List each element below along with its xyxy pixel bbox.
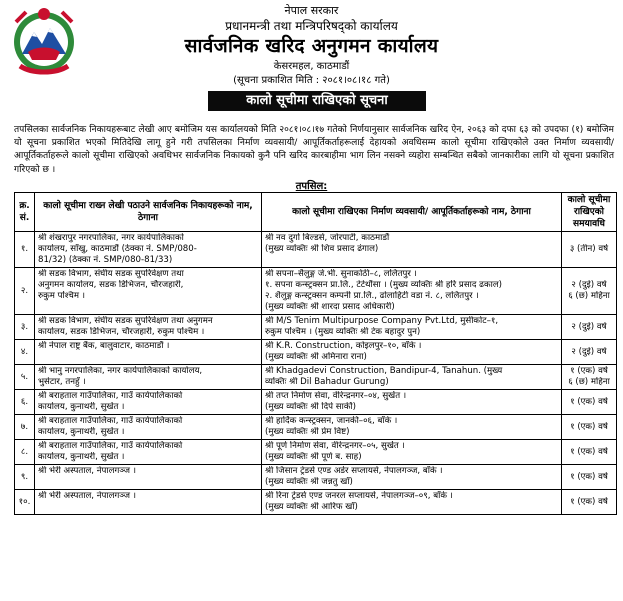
row-serial-number: ३. — [15, 315, 35, 340]
table-row — [15, 315, 617, 340]
requester-line: श्री भेरी अस्पताल, नेपालगञ्ज । — [38, 491, 136, 501]
contractor-cell — [262, 365, 562, 390]
contractor-line: श्री नव दुर्गा बिल्डर्स, जोरपाटी, काठमाडौं — [265, 233, 390, 243]
table-header-row — [15, 193, 617, 232]
contractor-line: (मुख्य व्यक्तिः श्री प्रेम विष्ट) — [265, 427, 350, 437]
contractor-cell — [262, 315, 562, 340]
requester-cell — [35, 268, 262, 315]
requester-line: श्री सडक विभाग, संघीय सडक सुपरिवेक्षण तथा — [38, 269, 184, 279]
contractor-line: श्री जिसान ट्रेडर्स एण्ड अर्डर सप्लायर्स, नेपालगञ्ज, बाँके । — [265, 466, 443, 476]
requester-line: श्री बराहताल गाउँपालिका, गाउँ कार्यपालिकाको — [38, 441, 183, 451]
contractor-line: १. सपना कन्स्ट्रक्सन प्रा.लि., टेटेथौंसा । (मुख्य व्यक्तिः श्री हरि प्रसाद ढकाल) — [265, 280, 502, 290]
period-line: १ (एक) वर्ष — [570, 421, 608, 432]
period-cell — [562, 315, 617, 340]
row-serial-number: ६. — [15, 390, 35, 415]
requester-line: श्री भानु नगरपालिका, नगर कार्यपालिकाको कार्यालय, — [38, 366, 203, 376]
contractor-line: श्री तप्त निर्माण सेवा, वीरेन्द्रनगर–०४, सुर्खेत । — [265, 391, 407, 401]
row-serial-number: १०. — [15, 490, 35, 515]
period-cell — [562, 440, 617, 465]
row-serial-number: ५. — [15, 365, 35, 390]
requester-line: श्री सडक विभाग, संघीय सडक सुपरिवेक्षण तथा अनुगमन — [38, 316, 213, 326]
period-cell — [562, 465, 617, 490]
requester-line: कार्यालय, सडक डिभिजन, चौरजहारी, रुकुम पश्चिम । — [38, 327, 205, 337]
requester-line: श्री नेपाल राष्ट्र बैंक, बालुवाटार, काठमाडौं । — [38, 341, 170, 351]
parent-office: प्रधानमन्त्री तथा मन्त्रिपरिषद्को कार्यालय — [225, 19, 398, 33]
period-cell — [562, 365, 617, 390]
period-line: १ (एक) वर्ष — [570, 471, 608, 482]
table-row — [15, 440, 617, 465]
table-row — [15, 232, 617, 268]
requester-line: भुसेटार, तनहुँ । — [38, 377, 86, 387]
header-contractor: कालो सूचीमा राखिएका निर्माण व्यवसायी/ आपूर्तिकर्ताहरूको नाम, ठेगाना — [262, 193, 562, 232]
contractor-line: (मुख्य व्यक्तिः श्री दिपे सार्की) — [265, 402, 357, 412]
requester-line: कार्यालय, कुनाथरी, सुर्खेत । — [38, 427, 125, 437]
header-sn: क्र. सं. — [15, 193, 35, 232]
requester-line: कार्यालय, साँखु, काठमाडौं (ठेक्का नं. SMP/080- — [38, 244, 197, 254]
period-line: २ (दुई) वर्ष — [571, 346, 607, 357]
table-body — [15, 232, 617, 515]
row-serial-number: ७. — [15, 415, 35, 440]
table-row — [15, 365, 617, 390]
contractor-line: श्री K.R. Construction, कोइलपुर–१०, बाँके । — [265, 341, 422, 351]
table-row — [15, 340, 617, 365]
period-line: १ (एक) वर्ष — [570, 396, 608, 407]
contractor-line: (मुख्य व्यक्तिः श्री शारदा प्रसाद अधिकारी) — [265, 302, 395, 312]
contractor-line: व्यक्तिः श्री Dil Bahadur Gurung) — [265, 377, 389, 387]
requester-cell — [35, 440, 262, 465]
requester-line: 81/32) (ठेक्का नं. SMP/080-81/33) — [38, 255, 173, 265]
table-row — [15, 465, 617, 490]
header-requester: कालो सूचीमा राख्न लेखी पठाउने सार्वजनिक निकायहरूको नाम, ठेगाना — [35, 193, 262, 232]
contractor-line: रुकुम पश्चिम । (मुख्य व्यक्तिः श्री टेक बहादुर पुन) — [265, 327, 421, 337]
row-serial-number: ९. — [15, 465, 35, 490]
contractor-cell — [262, 340, 562, 365]
requester-line: श्री बराहताल गाउँपालिका, गाउँ कार्यपालिकाको — [38, 416, 183, 426]
contractor-line: २. शैलुङ्ग कन्स्ट्रक्सन कम्पनी प्रा.लि., ढोलाहिटी वडा नं. ८, ललितपुर । — [265, 291, 479, 301]
row-serial-number: १. — [15, 232, 35, 268]
contractor-line: श्री M/S Tenim Multipurpose Company Pvt.Ltd, मुसीकोट–१, — [265, 316, 499, 326]
contractor-line: श्री सपना–सैलुङ्ग जे.भी. सुनाकोठी–८, ललितपुर । — [265, 269, 417, 279]
contractor-line: श्री Khadgadevi Construction, Bandipur-4, Tanahun. (मुख्य — [265, 366, 503, 376]
row-serial-number: ४. — [15, 340, 35, 365]
table-row — [15, 490, 617, 515]
table-row — [15, 268, 617, 315]
period-line: २ (दुई) वर्ष — [571, 280, 607, 290]
requester-cell — [35, 465, 262, 490]
header-period: कालो सूचीमा राखिएको समयावधि — [562, 193, 617, 232]
requester-cell — [35, 340, 262, 365]
requester-cell — [35, 315, 262, 340]
requester-line: रुकुम पश्चिम । — [38, 291, 85, 301]
contractor-line: (मुख्य व्यक्तिः श्री शिव प्रसाद ढंगाल) — [265, 244, 379, 254]
period-cell — [562, 340, 617, 365]
contractor-cell — [262, 390, 562, 415]
requester-cell — [35, 232, 262, 268]
period-line: १ (एक) वर्ष — [570, 446, 608, 457]
period-cell — [562, 490, 617, 515]
contractor-cell — [262, 465, 562, 490]
notice-title-banner: कालो सूचीमा राखिएको सूचना — [208, 91, 426, 111]
office-title: सार्वजनिक खरिद अनुगमन कार्यालय — [184, 35, 439, 57]
requester-line: कार्यालय, कुनाथरी, सुर्खेत । — [38, 452, 125, 462]
intro-paragraph: तपसिलका सार्वजनिक निकायहरूबाट लेखी आए बमोजिम यस कार्यालयको मिति २०८१।०८।१७ गतेको निर्णयानुसार सार्वजनिक खरिद ऐन, २०६३ को दफा ६३ को उपदफा (१) बमोजिम यो सूचना प्रकाशित भएको मितिदेखि लागू हुने गरी तपसिलका निर्माण व्यवसायी/ आपूर्तिकर्ताहरूलाई देहायको अवधिसम्म कालो सूचीमा राखिएकोले उक्त निर्माण व्यवसायी/आपूर्तिकर्ताहरूले कालो सूचीमा राखिएको अवधिभर सार्वजनिक निकायको कुनै पनि खरिद कारबाहीमा भाग लिन नसक्ने व्यहोरा सम्बन्धित सबैको जानकारीका लागि यो सूचना प्रकाशित गरिएको छ । — [14, 125, 614, 175]
contractor-line: (मुख्य व्यक्तिः श्री जन्नतु खाँ) — [265, 477, 353, 487]
contractor-line: (मुख्य व्यक्तिः श्री अमिनारा राना) — [265, 352, 367, 362]
contractor-line: (मुख्य व्यक्तिः श्री आरिफ खाँ) — [265, 502, 358, 512]
period-line: ६ (छ) महिना — [568, 377, 610, 387]
requester-line: कार्यालय, कुनाथरी, सुर्खेत । — [38, 402, 125, 412]
period-line: २ (दुई) वर्ष — [571, 321, 607, 332]
requester-cell — [35, 390, 262, 415]
contractor-line: श्री हार्दिक कन्स्ट्रक्सन, जानकी–०६, बाँके । — [265, 416, 398, 426]
requester-cell — [35, 365, 262, 390]
contractor-line: श्री पूर्ण निर्माण सेवा, वीरेन्द्रनगर–०५, सुर्खेत । — [265, 441, 405, 451]
contractor-cell — [262, 268, 562, 315]
contractor-line: श्री रिना ट्रेडर्स एण्ड जनरल सप्लायर्स, नेपालगञ्ज–०९, बाँके । — [265, 491, 453, 501]
blacklist-table — [14, 192, 617, 515]
period-line: ३ (तीन) वर्ष — [569, 244, 609, 254]
row-serial-number: ८. — [15, 440, 35, 465]
requester-line: श्री भेरी अस्पताल, नेपालगञ्ज । — [38, 466, 136, 476]
contractor-cell — [262, 440, 562, 465]
contractor-cell — [262, 415, 562, 440]
table-row — [15, 415, 617, 440]
period-line: १ (एक) वर्ष — [570, 496, 608, 507]
contractor-cell — [262, 232, 562, 268]
requester-line: श्री बराहताल गाउँपालिका, गाउँ कार्यपालिकाको — [38, 391, 183, 401]
government-name: नेपाल सरकार — [284, 4, 339, 17]
requester-line: श्री शंखरापुर नगरपालिका, नगर कार्यपालिकाको — [38, 233, 184, 243]
office-address: केसरमहल, काठमाडौं — [273, 61, 350, 72]
contractor-line: (मुख्य व्यक्तिः श्री पूर्ण ब. साह) — [265, 452, 362, 462]
details-label: तपसिल: — [295, 181, 328, 192]
period-line: १ (एक) वर्ष — [570, 366, 608, 376]
period-cell — [562, 390, 617, 415]
contractor-cell — [262, 490, 562, 515]
publish-date: (सूचना प्रकाशित मिति : २०८१।०८।१८ गते) — [233, 75, 390, 86]
period-cell — [562, 232, 617, 268]
period-cell — [562, 268, 617, 315]
row-serial-number: २. — [15, 268, 35, 315]
period-line: ६ (छ) महिना — [568, 291, 610, 301]
requester-line: अनुगमन कार्यालय, सडक डिभिजन, चौरजहारी, — [38, 280, 184, 290]
requester-cell — [35, 490, 262, 515]
table-row — [15, 390, 617, 415]
requester-cell — [35, 415, 262, 440]
period-cell — [562, 415, 617, 440]
